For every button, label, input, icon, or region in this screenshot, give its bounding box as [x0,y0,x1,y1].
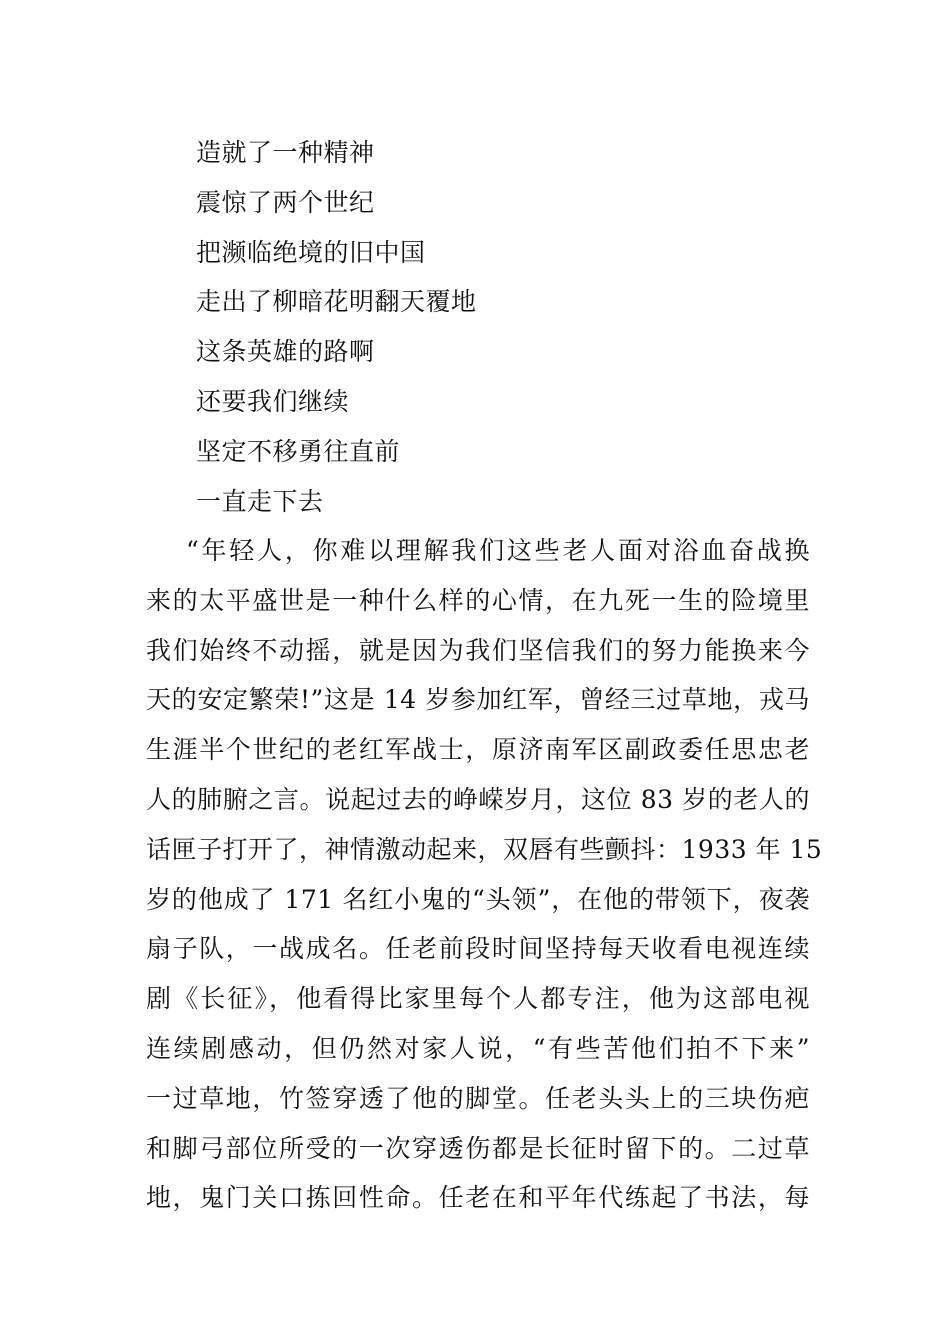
paragraph-line: 连续剧感动，但仍然对家人说，“有些苦他们拍不下来” [146,1033,810,1063]
body-paragraph [146,526,823,1223]
paragraph-line: 和脚弓部位所受的一次穿透伤都是长征时留下的。二过草 [146,1133,810,1163]
poem-line: 走出了柳暗花明翻天覆地 [196,287,477,317]
paragraph-line: 岁的他成了 171 名红小鬼的“头领”，在他的带领下，夜袭 [146,884,810,914]
poem-line: 这条英雄的路啊 [196,337,375,367]
paragraph-line: 来的太平盛世是一种什么样的心情，在九死一生的险境里 [146,585,810,615]
paragraph-line: 一过草地，竹签穿透了他的脚堂。任老头头上的三块伤疤 [146,1083,810,1113]
poem-line: 还要我们继续 [196,386,350,416]
poem-line: 造就了一种精神 [196,138,375,167]
paragraph-line: 剧《长征》，他看得比家里每个人都专注，他为这部电视 [146,984,810,1014]
paragraph-line: 话匣子打开了，神情激动起来，双唇有些颤抖：1933 年 15 [146,834,823,864]
poem-line: 坚定不移勇往直前 [196,436,401,466]
paragraph-line: 天的安定繁荣!”这是 14 岁参加红军，曾经三过草地，戎马 [146,685,810,715]
poem-line: 震惊了两个世纪 [196,187,375,217]
paragraph-line: 生涯半个世纪的老红军战士，原济南军区副政委任思忠老 [146,735,810,765]
paragraph-line: 人的肺腑之言。说起过去的峥嵘岁月，这位 83 岁的老人的 [146,784,810,814]
poem-line: 把濒临绝境的旧中国 [196,237,426,267]
paragraph-line: 我们始终不动摇，就是因为我们坚信我们的努力能换来今 [146,635,810,665]
poem-line: 一直走下去 [196,486,324,516]
poem-stanza [196,128,816,526]
paragraph-line: 地，鬼门关口拣回性命。任老在和平年代练起了书法，每 [146,1183,810,1213]
paragraph-line: 扇子队，一战成名。任老前段时间坚持每天收看电视连续 [146,934,810,964]
paragraph-line: “年轻人，你难以理解我们这些老人面对浴血奋战换 [186,536,810,565]
